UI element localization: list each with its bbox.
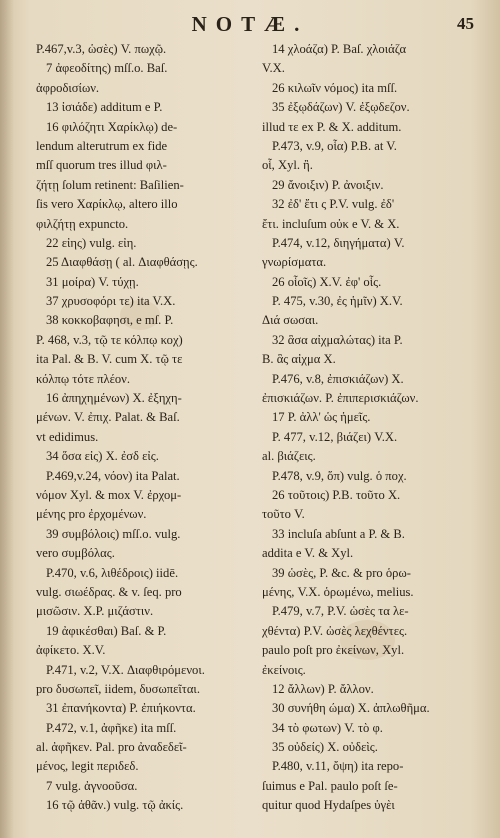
text-line: lendum alterutrum ex fide	[36, 138, 168, 153]
text-line: 13 ἰσιάδε) additum e P.	[46, 100, 163, 115]
text-line: P.470, v.6, λιθέδροις) iidē.	[46, 565, 179, 580]
text-line: ſis vero Χαρίκλῳ, altero illo	[36, 197, 178, 212]
text-line: ζήτῃ ſolum retinent: Baſilien-	[36, 177, 184, 192]
left-column	[36, 40, 242, 816]
text-line: 30 συνήθη ώμα) X. ἀπλωθῆμα.	[272, 701, 430, 716]
text-line: 25 Διαφθάσῃ ( al. Διαφθάσῃς.	[46, 255, 198, 270]
text-line: P.469,v.24, νόον) ita Palat.	[46, 468, 180, 483]
text-line: οἷ, Xyl. ἢ.	[262, 158, 313, 173]
text-line: φιλζήτῃ expuncto.	[36, 216, 129, 231]
text-line: 14 χλοάζα) P. Baſ. χλοιάζα	[272, 42, 407, 56]
text-line: ſuimus e Pal. paulo poſt ſe-	[262, 778, 398, 793]
text-line: μένης, V.X. ὁρωμένω, melius.	[262, 584, 414, 599]
text-line: 34 τὸ φωτων) V. τὸ φ.	[272, 720, 383, 735]
page-header	[0, 8, 500, 38]
text-line: 37 χρυσοφόρι τε) ita V.X.	[46, 294, 176, 309]
text-line: μένης pro ἐρχομένων.	[36, 507, 147, 522]
text-line: al. βιάζεις.	[262, 449, 316, 464]
text-line: 33 incluſa abſunt a P. & B.	[272, 526, 405, 541]
text-line: P.479, v.7, P.V. ὡσὲς τα λε-	[272, 604, 409, 619]
text-line: 32 ἃσα αἰχμαλώτας) ita P.	[272, 332, 403, 347]
text-line: ἐκείνοις.	[262, 662, 306, 677]
text-line: P.473, v.9, οἷα) P.B. at V.	[272, 138, 397, 153]
text-line: νόμον Xyl. & mox V. ἐρχομ-	[36, 487, 182, 502]
text-line: P.476, v.8, ἐπισκιάζων) X.	[272, 371, 404, 386]
text-line: κόλπῳ τότε πλέον.	[36, 371, 131, 386]
text-line: P.472, v.1, ἀφῆκε) ita mſſ.	[46, 720, 177, 735]
text-line: χθέντα) P.V. ὡσὲς λεχθέντες.	[262, 623, 408, 638]
text-line: ita Pal. & B. V. cum X. τῷ τε	[36, 352, 183, 367]
text-line: Διά σωσαι.	[262, 313, 319, 328]
text-line: 26 τοῦτοις) P.B. τοῦτο X.	[272, 487, 401, 502]
text-line: pro δυσωπεῖ, iidem, δυσωπεῖται.	[36, 681, 200, 696]
text-line: paulo poſt pro ἐκείνων, Xyl.	[262, 643, 405, 658]
text-line: vulg. σιωέδρας. & v. ſeq. pro	[36, 584, 182, 599]
text-line: 22 εἰης) vulg. εἰη.	[46, 235, 137, 250]
text-line: 31 μοίρα) V. τύχῃ.	[46, 274, 139, 289]
text-line: illud τε ex P. & X. additum.	[262, 119, 402, 134]
text-line: P.480, v.11, ὄψη) ita repo-	[272, 759, 404, 774]
right-column	[262, 40, 468, 816]
text-line: μένος, legit περιδεδ.	[36, 759, 139, 774]
text-line: V.X.	[262, 61, 285, 76]
text-line: 35 οὐδείς) X. οὐδεὶς.	[272, 740, 378, 755]
text-line: τοῦτο V.	[262, 507, 305, 522]
text-line: P. 477, v.12, βιάζει) V.X.	[272, 429, 398, 444]
running-title: NOTÆ.	[191, 12, 309, 36]
text-line: 26 οἷοῖς) X.V. ἐφ' οἷς.	[272, 274, 382, 289]
text-line: 32 ἐδ' ἔτι ς P.V. vulg. ἐδ'	[272, 197, 395, 212]
text-line: ἐπισκιάζων. P. ἐπιπερισκιάζων.	[262, 391, 419, 406]
text-line: mſſ quorum tres illud φιλ-	[36, 158, 167, 173]
text-line: B. ἃς αἰχμα X.	[262, 352, 336, 367]
text-line: vt edidimus.	[36, 429, 99, 444]
text-line: P. 468, v.3, τῷ τε κόλπῳ κοχ)	[36, 332, 183, 347]
text-line: 12 ἄλλων) P. ἄλλον.	[272, 681, 374, 696]
text-line: quitur quod Hydaſpes ὑγὲι	[262, 798, 395, 813]
text-line: 38 κοκκοβαφησι, e mſ. P.	[46, 313, 174, 328]
text-line: al. ἀφῆκεν. Pal. pro ἀναδεδεῖ-	[36, 740, 187, 755]
text-line: ἀφίκετο. X.V.	[36, 643, 106, 658]
text-line: 35 ἐξῳδάζων) V. ἐξῳδεζον.	[272, 100, 410, 115]
text-line: 19 ἀφικέσθαι) Baſ. & P.	[46, 623, 167, 638]
text-line: γνωρίσματα.	[262, 255, 327, 270]
text-line: P.467,v.3, ὡσὲς) V. πωχῷ.	[36, 42, 167, 56]
text-line: P. 475, v.30, ἐς ἡμῖν) X.V.	[272, 294, 403, 309]
text-line: 31 ἐπανήκοντα) P. ἐπιήκοντα.	[46, 701, 196, 716]
gutter-shadow	[0, 0, 14, 838]
text-line: 34 ὅσα εἰς) X. ἐσδ εἰς.	[46, 449, 159, 464]
text-line: 16 ἀπηχημένων) X. ἐξηχη-	[46, 391, 182, 406]
text-line: 7 ἀφεοδίτης) mſſ.o. Baſ.	[46, 61, 168, 76]
text-line: 39 συμβόλοις) mſſ.o. vulg.	[46, 526, 181, 541]
text-line: ἀφροδισίων.	[36, 80, 100, 95]
text-line: 26 κιλωῖν νόμος) ita mſſ.	[272, 80, 398, 95]
text-line: vero συμβόλας.	[36, 546, 115, 561]
page-number: 45	[457, 14, 474, 33]
text-line: 16 τῷ ἀθᾶν.) vulg. τῷ ἀκίς.	[46, 798, 184, 813]
text-line: 7 vulg. ἀγνοοῦσα.	[46, 778, 138, 793]
text-line: 16 φιλόζητι Χαρίκλῳ) de-	[46, 119, 178, 134]
text-line: μισῶσιν. X.P. μιζάστιν.	[36, 604, 154, 619]
text-line: 29 ἄνοιξιν) P. ἀνοιξιν.	[272, 177, 384, 192]
text-line: ἔτι. incluſum οὐκ e V. & X.	[262, 216, 400, 231]
text-line: addita e V. & Xyl.	[262, 546, 354, 561]
text-line: P.478, v.9, ὅπ) vulg. ὁ ποχ.	[272, 468, 407, 483]
text-line: μένων. V. ἐπιχ. Palat. & Baſ.	[36, 410, 180, 425]
text-line: P.474, v.12, διηγήματα) V.	[272, 235, 405, 250]
text-line: P.471, v.2, V.X. Διαφθιρόμενοι.	[46, 662, 205, 677]
text-line: 39 ὡσὲς, P. &c. & pro ὁρω-	[272, 565, 411, 580]
text-line: 17 P. ἀλλ' ὡς ἡμεῖς.	[272, 410, 371, 425]
